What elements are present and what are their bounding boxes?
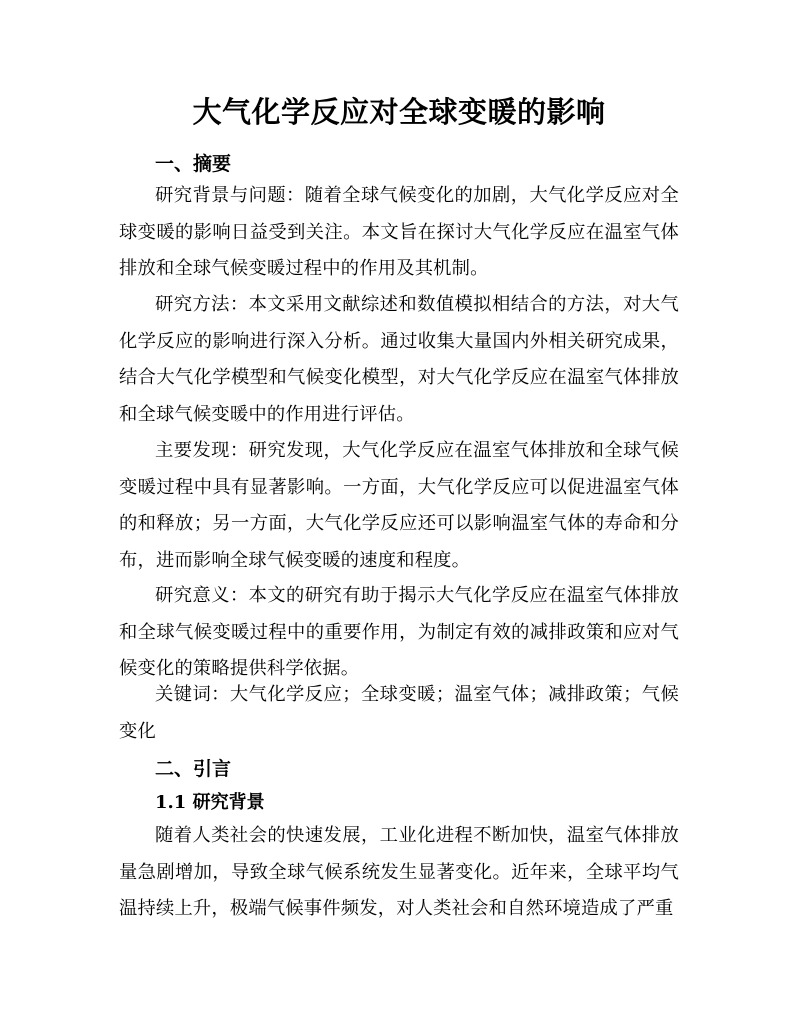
keywords-paragraph: 关键词：大气化学反应；全球变暖；温室气体；减排政策；气候变化 <box>119 684 679 742</box>
introduction-paragraph: 随着人类社会的快速发展，工业化进程不断加快，温室气体排放量急剧增加，导致全球气候系统发生显著变化。近年来，全球平均气温持续上升，极端气候事件频发，对人类社会和自然环境造成了严重 <box>119 825 679 920</box>
abstract-method-paragraph: 研究方法：本文采用文献综述和数值模拟相结合的方法，对大气化学反应的影响进行深入分析。通过收集大量国内外相关研究成果，结合大气化学模型和气候变化模型，对大气化学反应在温室气体排放和全球气候变暖中的作用进行评估。 <box>119 294 679 425</box>
section-heading-introduction: 二、引言 <box>155 758 232 780</box>
abstract-findings-paragraph: 主要发现：研究发现，大气化学反应在温室气体排放和全球气候变暖过程中具有显著影响。一方面，大气化学反应可以促进温室气体的和释放；另一方面，大气化学反应还可以影响温室气体的寿命和分布，进而影响全球气候变暖的速度和程度。 <box>119 440 679 571</box>
subsection-heading-research-background: 1.1 研究背景 <box>155 792 265 813</box>
abstract-significance-paragraph: 研究意义：本文的研究有助于揭示大气化学反应在温室气体排放和全球气候变暖过程中的重要作用，为制定有效的减排政策和应对气候变化的策略提供科学依据。 <box>119 585 679 680</box>
section-heading-abstract: 一、摘要 <box>155 153 232 175</box>
abstract-background-paragraph: 研究背景与问题：随着全球气候变化的加剧，大气化学反应对全球变暖的影响日益受到关注。本文旨在探讨大气化学反应在温室气体排放和全球气候变暖过程中的作用及其机制。 <box>119 185 679 280</box>
document-title: 大气化学反应对全球变暖的影响 <box>192 95 606 129</box>
